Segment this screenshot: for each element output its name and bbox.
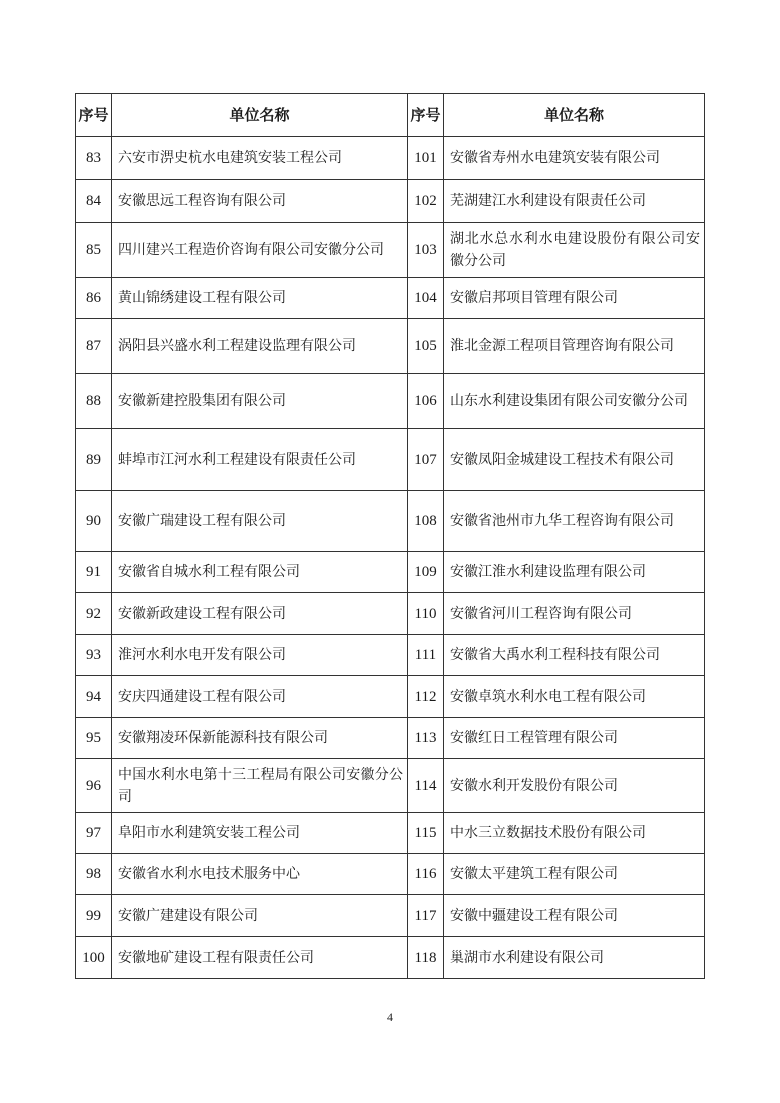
right-company-name: 巢湖市水利建设有限公司 bbox=[444, 937, 705, 979]
right-company-name: 安徽凤阳金城建设工程技术有限公司 bbox=[444, 429, 705, 491]
right-serial-number: 115 bbox=[408, 813, 444, 854]
right-company-name: 安徽省大禹水利工程科技有限公司 bbox=[444, 635, 705, 676]
left-serial-number: 100 bbox=[76, 937, 112, 979]
table-row bbox=[76, 180, 705, 223]
left-company-name: 安徽新建控股集团有限公司 bbox=[112, 374, 408, 429]
left-serial-number: 94 bbox=[76, 676, 112, 718]
table-header-row bbox=[76, 94, 705, 137]
left-company-name: 安徽思远工程咨询有限公司 bbox=[112, 180, 408, 223]
right-company-name: 湖北水总水利水电建设股份有限公司安徽分公司 bbox=[444, 223, 705, 278]
table-row bbox=[76, 635, 705, 676]
right-company-name: 安徽启邦项目管理有限公司 bbox=[444, 278, 705, 319]
left-serial-number: 88 bbox=[76, 374, 112, 429]
left-serial-number: 85 bbox=[76, 223, 112, 278]
table-row bbox=[76, 718, 705, 759]
right-serial-number: 103 bbox=[408, 223, 444, 278]
left-serial-number: 91 bbox=[76, 552, 112, 593]
right-serial-number: 112 bbox=[408, 676, 444, 718]
table-row bbox=[76, 374, 705, 429]
right-serial-number: 105 bbox=[408, 319, 444, 374]
right-serial-number: 118 bbox=[408, 937, 444, 979]
right-num-header: 序号 bbox=[408, 94, 444, 137]
left-company-name: 涡阳县兴盛水利工程建设监理有限公司 bbox=[112, 319, 408, 374]
table-row bbox=[76, 593, 705, 635]
table-row bbox=[76, 854, 705, 895]
right-serial-number: 101 bbox=[408, 137, 444, 180]
right-company-name: 安徽省寿州水电建筑安装有限公司 bbox=[444, 137, 705, 180]
right-serial-number: 104 bbox=[408, 278, 444, 319]
right-company-name: 安徽红日工程管理有限公司 bbox=[444, 718, 705, 759]
left-company-name: 安徽广建建设有限公司 bbox=[112, 895, 408, 937]
left-serial-number: 96 bbox=[76, 759, 112, 813]
right-company-name: 安徽中疆建设工程有限公司 bbox=[444, 895, 705, 937]
left-company-name: 安徽广瑞建设工程有限公司 bbox=[112, 491, 408, 552]
right-serial-number: 114 bbox=[408, 759, 444, 813]
right-company-name: 安徽江淮水利建设监理有限公司 bbox=[444, 552, 705, 593]
left-serial-number: 89 bbox=[76, 429, 112, 491]
left-company-name: 安徽新政建设工程有限公司 bbox=[112, 593, 408, 635]
table-row bbox=[76, 676, 705, 718]
left-serial-number: 84 bbox=[76, 180, 112, 223]
right-company-name: 安徽卓筑水利水电工程有限公司 bbox=[444, 676, 705, 718]
company-list-table bbox=[75, 93, 705, 979]
right-serial-number: 110 bbox=[408, 593, 444, 635]
right-serial-number: 107 bbox=[408, 429, 444, 491]
left-serial-number: 87 bbox=[76, 319, 112, 374]
table-row bbox=[76, 491, 705, 552]
right-serial-number: 117 bbox=[408, 895, 444, 937]
left-company-name: 安徽地矿建设工程有限责任公司 bbox=[112, 937, 408, 979]
table-row bbox=[76, 895, 705, 937]
left-serial-number: 97 bbox=[76, 813, 112, 854]
left-company-name: 阜阳市水利建筑安装工程公司 bbox=[112, 813, 408, 854]
left-serial-number: 86 bbox=[76, 278, 112, 319]
left-company-name: 四川建兴工程造价咨询有限公司安徽分公司 bbox=[112, 223, 408, 278]
right-company-name: 淮北金源工程项目管理咨询有限公司 bbox=[444, 319, 705, 374]
left-company-name: 安徽省自城水利工程有限公司 bbox=[112, 552, 408, 593]
left-name-header: 单位名称 bbox=[112, 94, 408, 137]
left-company-name: 安庆四通建设工程有限公司 bbox=[112, 676, 408, 718]
left-serial-number: 99 bbox=[76, 895, 112, 937]
right-serial-number: 106 bbox=[408, 374, 444, 429]
left-serial-number: 90 bbox=[76, 491, 112, 552]
table-row bbox=[76, 319, 705, 374]
right-serial-number: 109 bbox=[408, 552, 444, 593]
right-serial-number: 116 bbox=[408, 854, 444, 895]
left-serial-number: 93 bbox=[76, 635, 112, 676]
table-row bbox=[76, 813, 705, 854]
table-row bbox=[76, 137, 705, 180]
left-company-name: 淮河水利水电开发有限公司 bbox=[112, 635, 408, 676]
table-row bbox=[76, 552, 705, 593]
right-name-header: 单位名称 bbox=[444, 94, 705, 137]
right-company-name: 芜湖建江水利建设有限责任公司 bbox=[444, 180, 705, 223]
right-company-name: 安徽省池州市九华工程咨询有限公司 bbox=[444, 491, 705, 552]
table-row bbox=[76, 223, 705, 278]
right-serial-number: 108 bbox=[408, 491, 444, 552]
right-company-name: 安徽太平建筑工程有限公司 bbox=[444, 854, 705, 895]
left-company-name: 黄山锦绣建设工程有限公司 bbox=[112, 278, 408, 319]
left-company-name: 蚌埠市江河水利工程建设有限责任公司 bbox=[112, 429, 408, 491]
right-company-name: 山东水利建设集团有限公司安徽分公司 bbox=[444, 374, 705, 429]
page-number: 4 bbox=[387, 1010, 393, 1024]
table-row bbox=[76, 937, 705, 979]
left-num-header: 序号 bbox=[76, 94, 112, 137]
table-row bbox=[76, 278, 705, 319]
left-serial-number: 92 bbox=[76, 593, 112, 635]
right-company-name: 安徽水利开发股份有限公司 bbox=[444, 759, 705, 813]
left-serial-number: 98 bbox=[76, 854, 112, 895]
left-company-name: 六安市淠史杭水电建筑安装工程公司 bbox=[112, 137, 408, 180]
table-row bbox=[76, 429, 705, 491]
left-company-name: 中国水利水电第十三工程局有限公司安徽分公司 bbox=[112, 759, 408, 813]
right-serial-number: 113 bbox=[408, 718, 444, 759]
table-body bbox=[76, 137, 705, 979]
left-serial-number: 95 bbox=[76, 718, 112, 759]
right-serial-number: 102 bbox=[408, 180, 444, 223]
left-serial-number: 83 bbox=[76, 137, 112, 180]
left-company-name: 安徽翔凌环保新能源科技有限公司 bbox=[112, 718, 408, 759]
right-serial-number: 111 bbox=[408, 635, 444, 676]
table-row bbox=[76, 759, 705, 813]
right-company-name: 安徽省河川工程咨询有限公司 bbox=[444, 593, 705, 635]
right-company-name: 中水三立数据技术股份有限公司 bbox=[444, 813, 705, 854]
left-company-name: 安徽省水利水电技术服务中心 bbox=[112, 854, 408, 895]
